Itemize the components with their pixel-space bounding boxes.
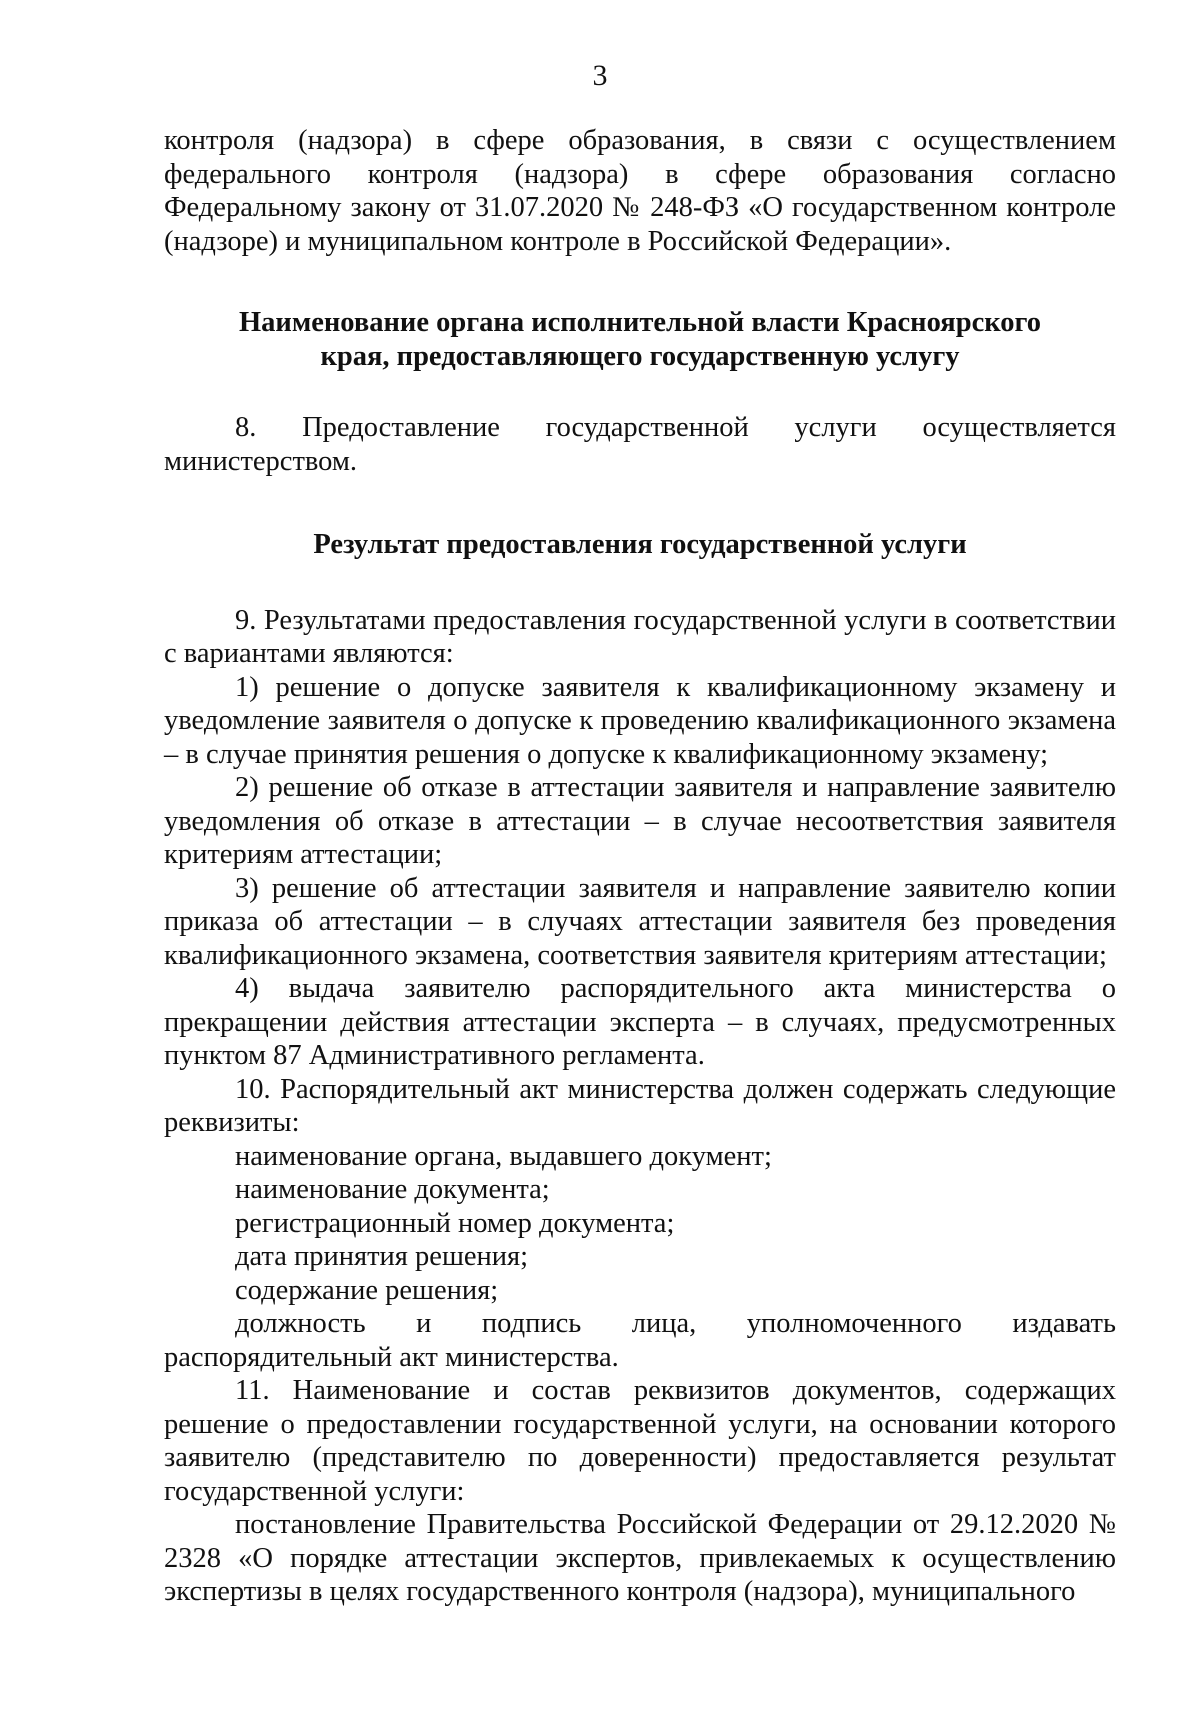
requisite-item: содержание решения;	[235, 1274, 499, 1306]
requisite-item: дата принятия решения;	[235, 1241, 529, 1272]
clause-9-item-1: 1) решение о допуске заявителя к квалификационному экзамену и уведомление заявителя о допуске к проведению квалификационного экзамена – в случае принятия решения о допуске к квалификационному экзамену;	[164, 671, 1116, 770]
clause-9-item-4: 4) выдача заявителю распорядительного акта министерства о прекращении действия аттестации эксперта – в случаях, предусмотренных пунктом 87 Административного регламента.	[164, 973, 1116, 1071]
heading-authority-line-2: края, предоставляющего государственную услугу	[320, 340, 960, 372]
requisite-item: должность и подпись лица, уполномоченного издавать распорядительный акт министерства.	[164, 1308, 1116, 1373]
clause-10-intro: 10. Распорядительный акт министерства должен содержать следующие реквизиты:	[164, 1073, 1116, 1138]
clause-11-intro: 11. Наименование и состав реквизитов документов, содержащих решение о предоставлении государственной услуги, на основании которого заявителю (представителю по доверенности) предоставляется результат государственной услуги:	[164, 1375, 1116, 1507]
heading-result: Результат предоставления государственной услуги	[313, 529, 967, 560]
continuation-paragraph: контроля (надзора) в сфере образования, в связи с осуществлением федерального контроля (надзора) в сфере образования согласно Федеральному закону от 31.07.2020 № 248-ФЗ «О государственном контроле (надзоре) и муниципальном контроле в Российской Федерации».	[164, 125, 1116, 257]
requisite-item: наименование документа;	[235, 1174, 550, 1205]
clause-8: 8. Предоставление государственной услуги осуществляется министерством.	[164, 412, 1116, 477]
requisite-item: регистрационный номер документа;	[235, 1207, 675, 1239]
clause-9-item-2: 2) решение об отказе в аттестации заявителя и направление заявителю уведомления об отказе в аттестации – в случае несоответствия заявителя критериям аттестации;	[164, 772, 1116, 870]
clause-9-item-3: 3) решение об аттестации заявителя и направление заявителю копии приказа об аттестации – в случаях аттестации заявителя без проведения квалификационного экзамена, соответствия заявителя критериям аттестации;	[164, 872, 1116, 971]
document-body	[164, 124, 1116, 1609]
heading-authority	[164, 306, 1116, 373]
heading-authority-line-1: Наименование органа исполнительной власти Красноярского	[238, 307, 1042, 338]
page-number: 3	[592, 59, 608, 92]
clause-11-resolution: постановление Правительства Российской Федерации от 29.12.2020 № 2328 «О порядке аттестации экспертов, привлекаемых к осуществлению экспертизы в целях государственного контроля (надзора), муниципального	[164, 1509, 1116, 1607]
clause-9-intro: 9. Результатами предоставления государственной услуги в соответствии с вариантами являются:	[164, 604, 1116, 669]
requisite-item: наименование органа, выдавшего документ;	[235, 1140, 772, 1172]
